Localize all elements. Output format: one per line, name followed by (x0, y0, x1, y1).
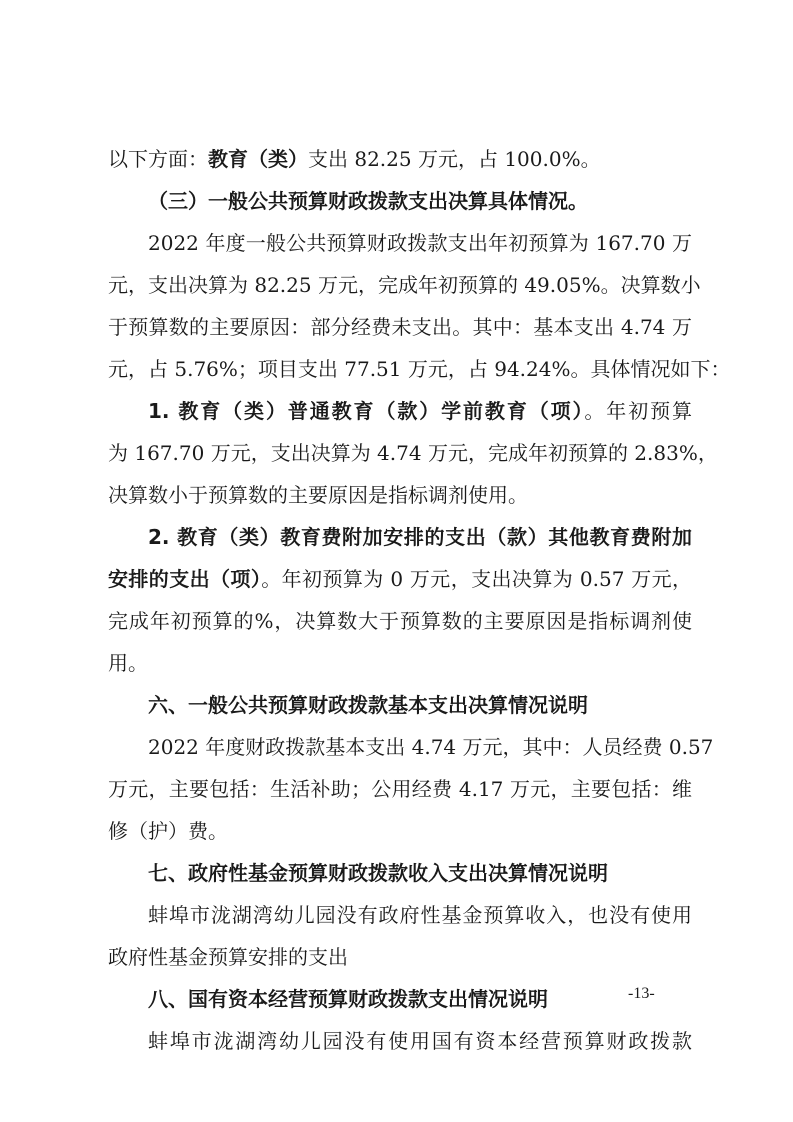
text-span: 。年初预算为 0 万元，支出决算为 0.57 万元， (261, 567, 693, 591)
paragraph-line (148, 729, 714, 765)
text-span: 用。 (108, 651, 148, 675)
text-span: 以下方面： (108, 147, 208, 171)
item-2-line (108, 561, 692, 597)
item-heading: 安排的支出（项） (108, 567, 262, 591)
paragraph-line (108, 603, 692, 639)
paragraph-line (108, 645, 148, 681)
heading-text: 七、政府性基金预算财政拨款收入支出决算情况说明 (148, 861, 608, 885)
paragraph-line (108, 435, 718, 471)
paragraph-line (148, 225, 692, 261)
section-heading-3 (148, 183, 588, 219)
paragraph-line (108, 351, 730, 387)
item-heading: 1. 教育（类）普通教育（款）学前教育（项） (148, 399, 585, 423)
paragraph-line (108, 477, 528, 513)
text-span: 蚌埠市泷湖湾幼儿园没有使用国有资本经营预算财政拨款 (148, 1029, 692, 1053)
text-span: 完成年初预算的%，决算数大于预算数的主要原因是指标调剂使 (108, 609, 692, 633)
heading-text: 六、一般公共预算财政拨款基本支出决算情况说明 (148, 693, 588, 717)
text-span: 决算数小于预算数的主要原因是指标调剂使用。 (108, 483, 528, 507)
paragraph-line (108, 309, 692, 345)
paragraph-line (108, 813, 228, 849)
section-heading-6 (148, 687, 588, 723)
document-page (108, 0, 731, 1122)
paragraph-line (108, 771, 692, 807)
text-span: 政府性基金预算安排的支出 (108, 945, 348, 969)
paragraph-line (148, 897, 692, 933)
text-span: 支出 82.25 万元，占 100.0%。 (308, 147, 601, 171)
text-span: 蚌埠市泷湖湾幼儿园没有政府性基金预算收入，也没有使用 (148, 903, 692, 927)
page-number: -13- (628, 985, 655, 1002)
paragraph-line (108, 267, 701, 303)
item-2-heading-line (148, 519, 692, 555)
paragraph-line (148, 1023, 692, 1059)
paragraph-line (108, 939, 348, 975)
text-span: 为 167.70 万元，支出决算为 4.74 万元，完成年初预算的 2.83%， (108, 441, 718, 465)
text-line-1 (108, 141, 601, 177)
text-span: 元，占 5.76%；项目支出 77.51 万元，占 94.24%。具体情况如下： (108, 357, 731, 381)
item-1-line (148, 393, 692, 429)
text-span: 万元，主要包括：生活补助；公用经费 4.17 万元，主要包括：维 (108, 777, 692, 801)
text-span: 元，支出决算为 82.25 万元，完成年初预算的 49.05%。决算数小 (108, 273, 701, 297)
category-heading: 教育（类） (208, 147, 308, 171)
section-heading-7 (148, 855, 608, 891)
text-span: 于预算数的主要原因：部分经费未支出。其中：基本支出 4.74 万 (108, 315, 692, 339)
text-span: 2022 年度财政拨款基本支出 4.74 万元，其中：人员经费 0.57 (148, 735, 714, 759)
text-span: 。年初预算 (584, 399, 692, 423)
item-heading: 2. 教育（类）教育费附加安排的支出（款）其他教育费附加 (148, 525, 692, 549)
heading-text: 八、国有资本经营预算财政拨款支出情况说明 (148, 987, 548, 1011)
section-heading-8 (148, 981, 548, 1017)
text-span: 修（护）费。 (108, 819, 228, 843)
heading-text: （三）一般公共预算财政拨款支出决算具体情况。 (148, 189, 588, 213)
text-span: 2022 年度一般公共预算财政拨款支出年初预算为 167.70 万 (148, 231, 692, 255)
